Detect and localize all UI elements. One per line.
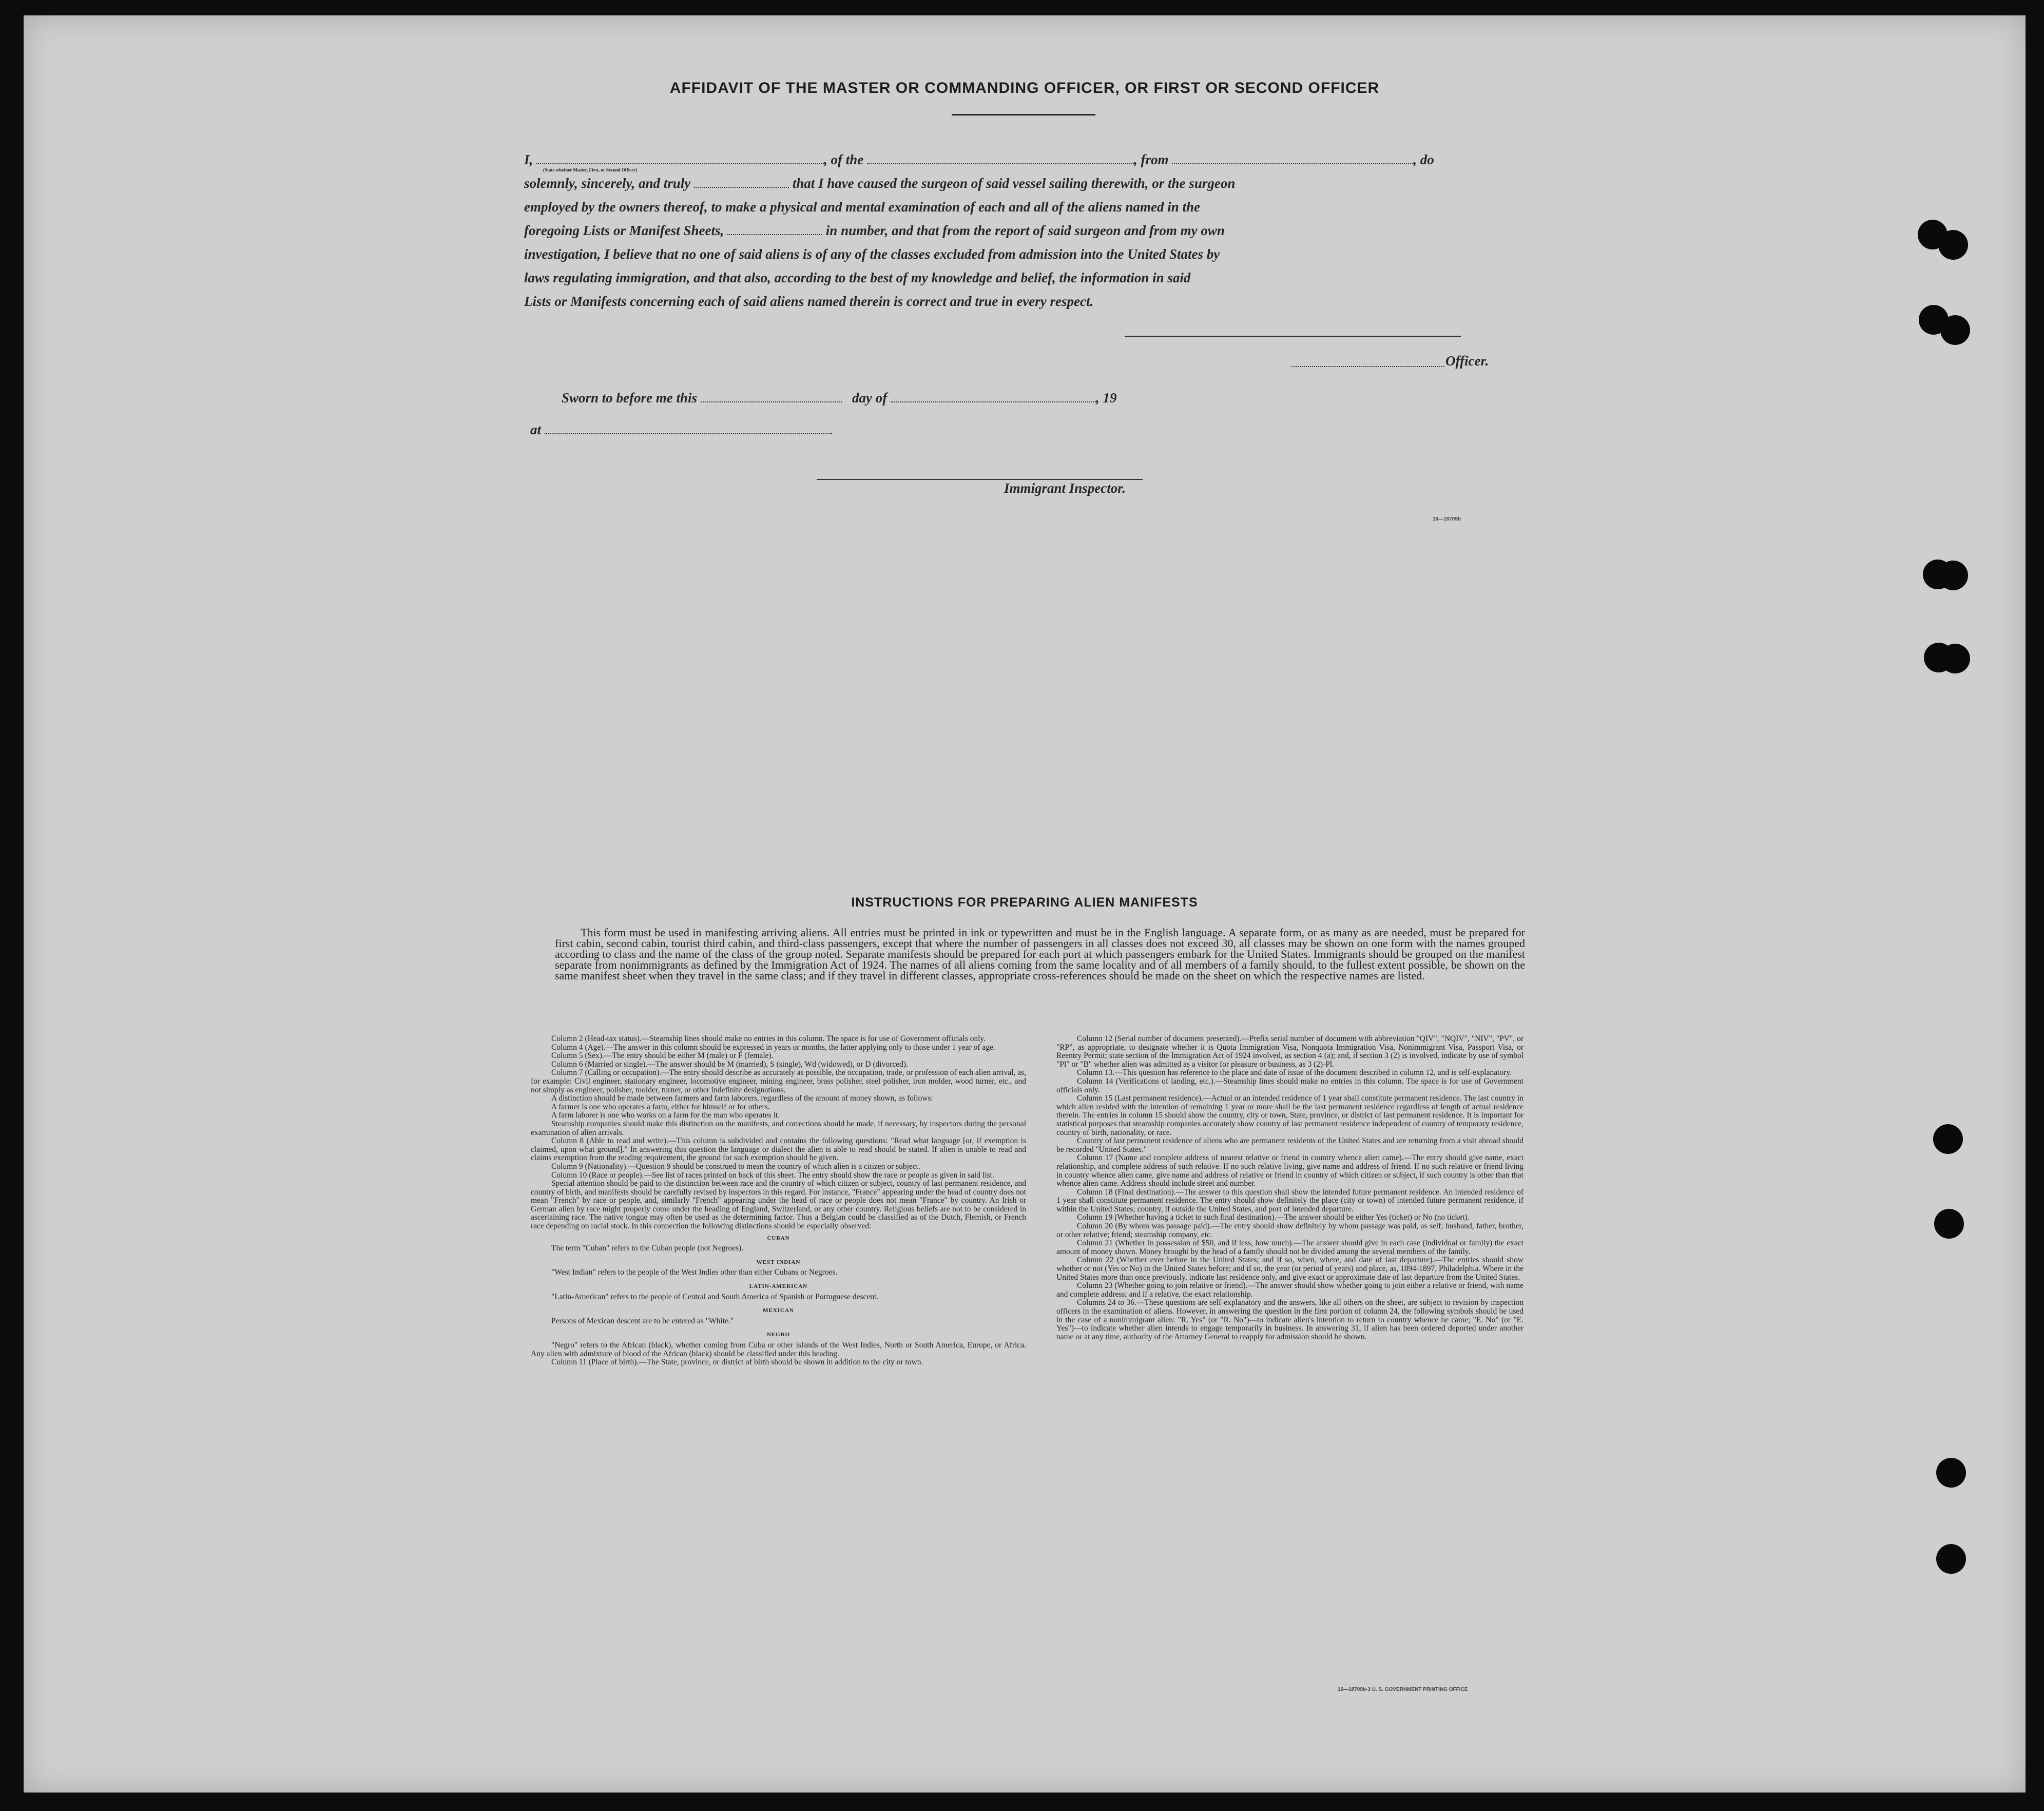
column-8-note: Column 8 (Able to read and write).—This column is subdivided and contains the following questions: "Read what language [or, if exemption is claimed, upon what ground]." In answering this question the language or dialect the alien is able to read should be stated. If alien is unable to read and claims exemption from the reading requirement, the ground for such exemption should be given. — [531, 1136, 1026, 1163]
column-13-note: Column 13.—This question has reference to the place and date of issue of the document described in column 12, and is self-explanatory. — [1077, 1068, 1512, 1077]
punch-hole-icon — [1934, 1209, 1964, 1239]
column-10-note: Column 10 (Race or people).—See list of races printed on back of this sheet. The entry should show the race or people as given in said list. — [551, 1170, 994, 1180]
heading-cuban: CUBAN — [767, 1235, 790, 1241]
column-14-note: Column 14 (Verifications of landing, etc.).—Steamship lines should make no entries in this column. The space is for use of Government officials only. — [1056, 1076, 1524, 1094]
officer-label: Officer. — [1445, 353, 1489, 369]
sworn-month-blank[interactable] — [891, 390, 1096, 402]
sworn-place-blank[interactable] — [545, 422, 832, 434]
west-indian-definition: "West Indian" refers to the people of the West Indies other than either Cubans or Negroes. — [551, 1268, 838, 1277]
column-12-note: Column 12 (Serial number of document presented).—Prefix serial number of document with abbreviation "QIV", "NQIV", "NIV", "PV", or "RP", as appropriate, to designate whether it is Quota Immigration Visa, Nonquota Immigration Visa, Nonimmigrant Visa, Passport Visa, or Reentry Permit; state section of the Immigration Act of 1924 involved, as section 4 (a); and, if section 3 (2) is involved, indicate by use of symbol "Pl" or "B" whether alien was admitted as a visitor for pleasure or business, as 3 (2)-Pl. — [1056, 1034, 1524, 1069]
column-17-note: Column 17 (Name and complete address of nearest relative or friend in country whence alien came).—The entry should give name, exact relationship, and complete address of such relative. If no such relative living, give name and address of friend. If no such relative or friend living in country whence alien came, give name and address of relative or friend in country of which citizen or subject, if such country is other than that whence alien came. Address should include street and number. — [1056, 1153, 1524, 1188]
heading-mexican: MEXICAN — [763, 1307, 794, 1314]
affidavit-line: laws regulating immigration, and that also, according to the best of my knowledge and belief, the information in said — [524, 270, 1191, 285]
punch-hole-icon — [1940, 315, 1970, 345]
latin-american-definition: "Latin-American" refers to the people of Central and South America of Spanish or Portuguese descent. — [551, 1292, 879, 1301]
column-15-returning-note: Country of last permanent residence of aliens who are permanent residents of the United States and are returning from a visit abroad should be recorded "United States." — [1056, 1136, 1524, 1154]
mexican-definition: Persons of Mexican descent are to be entered as "White." — [551, 1316, 734, 1325]
column-21-note: Column 21 (Whether in possession of $50, and if less, how much).—The answer should give in each case (individual or family) the exact amount of money shown. Money brought by the head of a family should not be divided among the several members of the family. — [1056, 1239, 1524, 1256]
column-7-note: Column 7 (Calling or occupation).—The entry should describe as accurately as possible, the occupation, trade, or profession of each alien arrival, as, for example: Civil engineer, stationary engineer, locomotive engineer, mining engineer, brass polisher, steel polisher, iron molder, wood turner, etc., and not simply as engineer, polisher, molder, turner, or other indefinite designations. — [531, 1068, 1026, 1094]
oath-word-blank[interactable] — [694, 176, 789, 188]
column-22-note: Column 22 (Whether ever before in the United States; and if so, when, where, and date of last departure).—The entries should show whether or not (Yes or No) in the United States before; and if so, the year (or period of years) and place, as, 1894-1897, Philadelphia. Where in the United States more than once previously, indicate last residence only, and give exact or approximate date of last departure from the United States. — [1056, 1256, 1524, 1282]
heading-negro: NEGRO — [766, 1332, 790, 1338]
cuban-definition: The term "Cuban" refers to the Cuban people (not Negroes). — [551, 1244, 744, 1253]
column-19-note: Column 19 (Whether having a ticket to such final destination).—The answer should be either Yes (ticket) or No (no ticket). — [1077, 1213, 1470, 1222]
form-code: 16—18709b — [1433, 516, 1461, 522]
affidavit-body — [524, 148, 1530, 313]
port-from-blank[interactable] — [1172, 152, 1413, 164]
farmer-definition: A farmer is one who operates a farm, either for himself or for others. — [551, 1102, 770, 1111]
affidavit-title: AFFIDAVIT OF THE MASTER OR COMMANDING OFFICER, OR FIRST OR SECOND OFFICER — [669, 80, 1380, 97]
officer-rank-blank[interactable] — [536, 152, 824, 164]
punch-hole-icon — [1936, 1458, 1966, 1488]
vessel-name-blank[interactable] — [867, 152, 1134, 164]
printing-office-footer: 16—18709b-3 U. S. GOVERNMENT PRINTING OFFICE — [1338, 1687, 1468, 1692]
columns-24-36-note: Columns 24 to 36.—These questions are self-explanatory and the answers, like all others on the sheet, are subject to revision by inspection officers in the examination of aliens. However, in answering the question in the first portion of column 24, the following symbols should be used in the case of a nonimmigrant alien: "R. Yes" (or "R. No")—to indicate alien's intention to return to country whence he came; "E. No" (or "E. Yes")—to indicate whether alien intends to engage temporarily in business. In answering 31, if alien has been ordered deported under another name or at any time, authority of the Attorney General to reapply for admission should be shown. — [1056, 1298, 1524, 1341]
heading-latin-american: LATIN-AMERICAN — [749, 1283, 808, 1290]
column-15-note: Column 15 (Last permanent residence).—Actual or an intended residence of 1 year shall constitute permanent residence. The last country in which alien resided with the intention of remaining 1 year or more shall be the last permanent residence regardless of length of actual residence therein. The entries in column 15 should show the country, city or town, State, province, or district of last permanent residence. It is important for statistical purposes that steamship companies accurately show country of last permanent residence independent of country of temporary residence, country of birth, nationality, or race. — [1056, 1094, 1524, 1137]
inspector-signature-line[interactable] — [817, 479, 1143, 480]
affidavit-line: I, , of the , from , do — [524, 152, 1434, 167]
instructions-right-column — [1056, 1035, 1524, 1341]
steamship-note: Steamship companies should make this distinction on the manifests, and corrections should be made, if necessary, by inspectors during the personal examination of alien arrivals. — [531, 1119, 1026, 1137]
punch-hole-icon — [1938, 230, 1968, 260]
affidavit-line: solemnly, sincerely, and truly that I have caused the surgeon of said vessel sailing therewith, or the surgeon — [524, 176, 1236, 191]
farm-laborer-definition: A farm laborer is one who works on a farm for the man who operates it. — [551, 1111, 780, 1120]
column-11-note: Column 11 (Place of birth).—The State, province, or district of birth should be shown in addition to the city or town. — [551, 1358, 923, 1367]
column-18-note: Column 18 (Final destination).—The answer to this question shall show the intended future permanent residence. An intended residence of 1 year shall constitute permanent residence. The entry should show definitely the place (city or town) of intended future permanent residence, if within the United States; country, if outside the United States, and port of intended departure. — [1056, 1187, 1524, 1213]
column-4-note: Column 4 (Age).—The answer in this column should be expressed in years or months, the latter applying only to those under 1 year of age. — [551, 1043, 995, 1052]
affidavit-line: Lists or Manifests concerning each of said aliens named therein is correct and true in every respect. — [524, 294, 1094, 309]
race-distinction-note: Special attention should be paid to the distinction between race and the country of which citizen or subject, country of last permanent residence, and country of birth, and manifests should be carefully revised by inspectors in this regard. For instance, "France" appearing under the head of country does not mean "French" by race or people, and, similarly "French" appearing under the head of race or people does not mean "France" by country. An Irish or German alien by race might properly come under the heading of England, Switzerland, or any other country. Religious beliefs are not to be considered in ascertaining race. The native tongue may often be used as the determining factor. Thus a Belgian could be classified as of the Dutch, Flemish, or French race depending on racial stock. In this connection the following distinctions should be especially observed: — [531, 1179, 1026, 1231]
sworn-text: Sworn to before me this day of , 19 — [562, 390, 1117, 406]
instructions-left-column — [531, 1035, 1026, 1367]
column-2-note: Column 2 (Head-tax status).—Steamship lines should make no entries in this column. The space is for use of Government officials only. — [551, 1034, 986, 1043]
punch-hole-icon — [1936, 1544, 1966, 1574]
negro-definition: "Negro" refers to the African (black), whether coming from Cuba or other islands of the West Indies, North or South America, Europe, or Africa. Any alien with admixture of blood of the African (black) should be classified under this heading. — [531, 1341, 1026, 1358]
column-20-note: Column 20 (By whom was passage paid).—The entry should show definitely by whom passage was paid, as self; husband, father, brother, or other relative; friend; steamship company, etc. — [1056, 1222, 1524, 1239]
column-5-note: Column 5 (Sex).—The entry should be either M (male) or F (female). — [551, 1051, 774, 1061]
officer-signature-line[interactable] — [1291, 366, 1444, 367]
affidavit-line: foregoing Lists or Manifest Sheets, in number, and that from the report of said surgeon and from my own — [524, 223, 1225, 238]
title-underline — [952, 114, 1095, 115]
signature-line[interactable] — [1125, 336, 1461, 337]
punch-hole-icon — [1940, 644, 1970, 673]
state-rank-note: (State whether Master, First, or Second Officer) — [543, 167, 638, 172]
manifest-sheet — [24, 15, 2026, 1793]
sheet-count-blank[interactable] — [727, 223, 822, 235]
sworn-day-blank[interactable] — [701, 390, 842, 402]
farmer-distinction-note: A distinction should be made between farmers and farm laborers, regardless of the amount of money shown, as follows: — [551, 1094, 933, 1103]
inspector-label: Immigrant Inspector. — [1004, 480, 1126, 496]
affidavit-line: employed by the owners thereof, to make a physical and mental examination of each and all of the aliens named in the — [524, 199, 1200, 215]
column-9-note: Column 9 (Nationality).—Question 9 should be construed to mean the country of which alien is a citizen or subject. — [551, 1162, 920, 1171]
column-23-note: Column 23 (Whether going to join relative or friend).—The answer should show whether going to join either a relative or friend, with name and complete address; and if a relative, the exact relationship. — [1056, 1281, 1524, 1299]
sworn-place: at — [530, 422, 832, 438]
column-6-note: Column 6 (Married or single).—The answer should be M (married), S (single), Wd (widowed), or D (divorced). — [551, 1059, 908, 1069]
heading-west-indian: WEST INDIAN — [756, 1259, 801, 1265]
instructions-title: INSTRUCTIONS FOR PREPARING ALIEN MANIFESTS — [851, 895, 1198, 910]
affidavit-line: investigation, I believe that no one of said aliens is of any of the classes excluded from admission into the United States by — [524, 246, 1220, 262]
punch-hole-icon — [1938, 561, 1968, 590]
punch-hole-icon — [1933, 1124, 1963, 1154]
instructions-intro: This form must be used in manifesting arriving aliens. All entries must be printed in ink or typewritten and must be in the English language. A separate form, or as many as are needed, must be prepared for first cabin, second cabin, tourist third cabin, and third-class passengers, except that where the number of passengers in all classes does not exceed 30, all classes may be shown on one form with the names grouped according to class and the name of the class of the group noted. Separate manifests should be prepared for each port at which passengers embark for the United States. Immigrants should be grouped on the manifest separate from nonimmigrants as defined by the Immigration Act of 1924. The names of all aliens coming from the same locality and of all members of a family should, to the fullest extent possible, be shown on the same manifest sheet when they travel in the same class; and if they travel in different classes, appropriate cross-references should be made on the sheet on which the respective names are listed. — [555, 926, 1525, 982]
